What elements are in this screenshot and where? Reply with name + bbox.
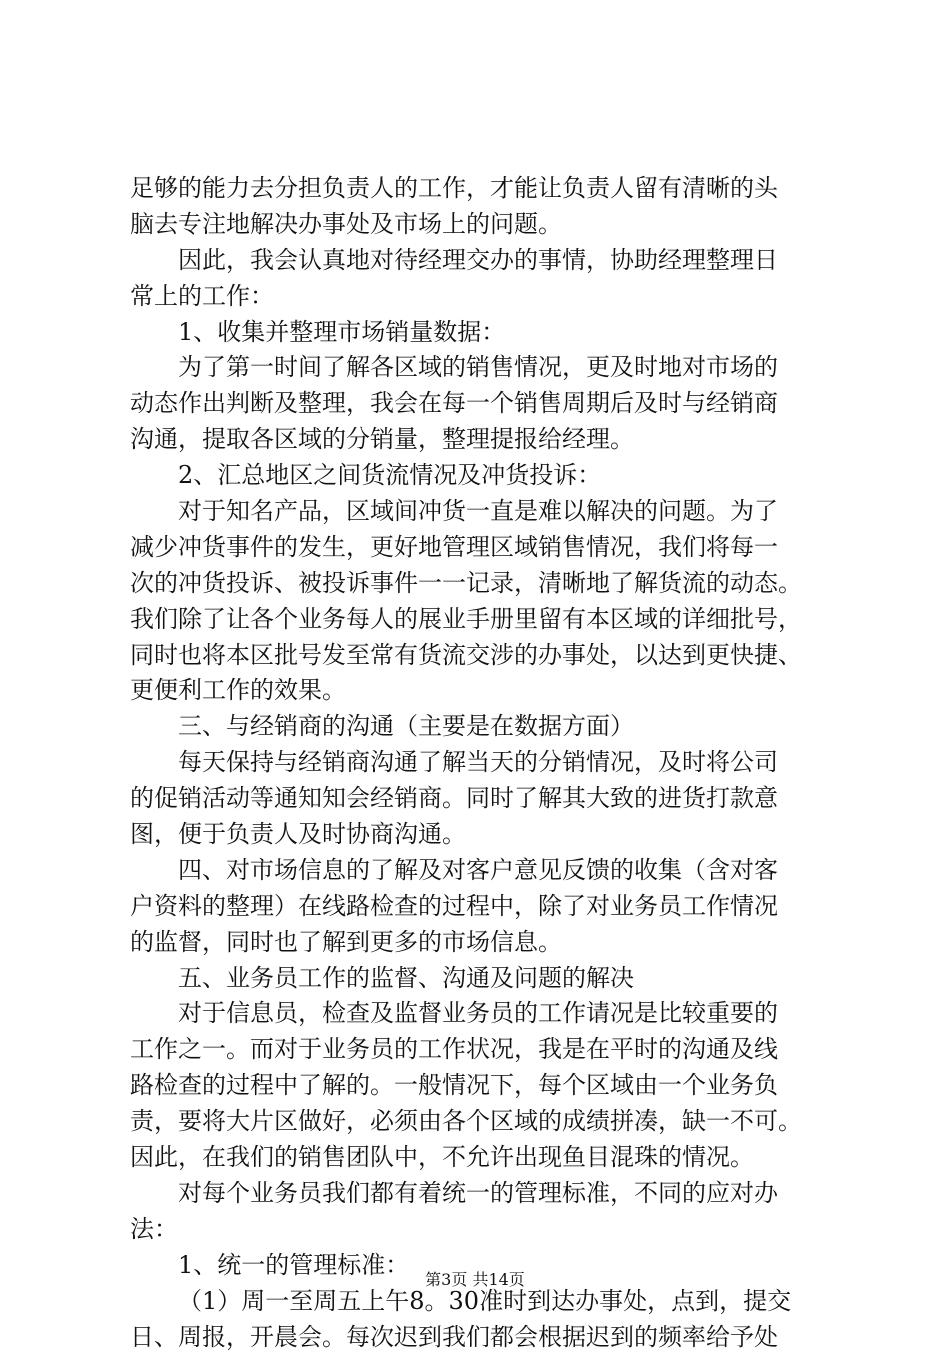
text-line: 户资料的整理）在线路检查的过程中，除了对业务员工作情况 [130,889,840,925]
text-line: 三、与经销商的沟通（主要是在数据方面） [130,709,840,745]
text-line: 因此，我会认真地对待经理交办的事情，协助经理整理日 [130,243,840,279]
text-line: 每天保持与经销商沟通了解当天的分销情况，及时将公司 [130,745,840,781]
text-line: 对于知名产品，区域间冲货一直是难以解决的问题。为了 [130,494,840,530]
text-line: 同时也将本区批号发至常有货流交涉的办事处，以达到更快捷、 [130,638,840,674]
text-line: 1、收集并整理市场销量数据： [130,315,840,351]
text-line: 次的冲货投诉、被投诉事件一一记录，清晰地了解货流的动态。 [130,566,840,602]
text-line: 对每个业务员我们都有着统一的管理标准，不同的应对办 [130,1176,840,1212]
text-line: 路检查的过程中了解的。一般情况下，每个区域由一个业务负 [130,1068,840,1104]
text-line: 脑去专注地解决办事处及市场上的问题。 [130,207,840,243]
text-line: 常上的工作： [130,279,840,315]
text-line: 工作之一。而对于业务员的工作状况，我是在平时的沟通及线 [130,1032,840,1068]
text-line: 足够的能力去分担负责人的工作，才能让负责人留有清晰的头 [130,171,840,207]
text-line: （1）周一至周五上午8。30准时到达办事处，点到，提交 [130,1284,840,1320]
text-line: 减少冲货事件的发生，更好地管理区域销售情况，我们将每一 [130,530,840,566]
body-text [130,171,840,1355]
text-line: 2、汇总地区之间货流情况及冲货投诉： [130,458,840,494]
text-line: 为了第一时间了解各区域的销售情况，更及时地对市场的 [130,350,840,386]
text-line: 的促销活动等通知知会经销商。同时了解其大致的进货打款意 [130,781,840,817]
text-line: 日、周报，开晨会。每次迟到我们都会根据迟到的频率给予处 [130,1320,840,1355]
text-line: 责，要将大片区做好，必须由各个区域的成绩拼凑，缺一不可。 [130,1104,840,1140]
text-line: 因此，在我们的销售团队中，不允许出现鱼目混珠的情况。 [130,1140,840,1176]
text-line: 法： [130,1212,840,1248]
text-line: 四、对市场信息的了解及对客户意见反馈的收集（含对客 [130,853,840,889]
text-line: 五、业务员工作的监督、沟通及问题的解决 [130,961,840,997]
text-line: 更便利工作的效果。 [130,673,840,709]
text-line: 动态作出判断及整理，我会在每一个销售周期后及时与经销商 [130,386,840,422]
text-line: 对于信息员，检查及监督业务员的工作请况是比较重要的 [130,996,840,1032]
text-line: 图，便于负责人及时协商沟通。 [130,817,840,853]
text-line: 我们除了让各个业务每人的展业手册里留有本区域的详细批号， [130,602,840,638]
text-line: 沟通，提取各区域的分销量，整理提报给经理。 [130,422,840,458]
text-line: 的监督，同时也了解到更多的市场信息。 [130,925,840,961]
page-footer: 第3页 共14页 [0,1270,950,1290]
text-line: 1、统一的管理标准： [130,1248,840,1284]
